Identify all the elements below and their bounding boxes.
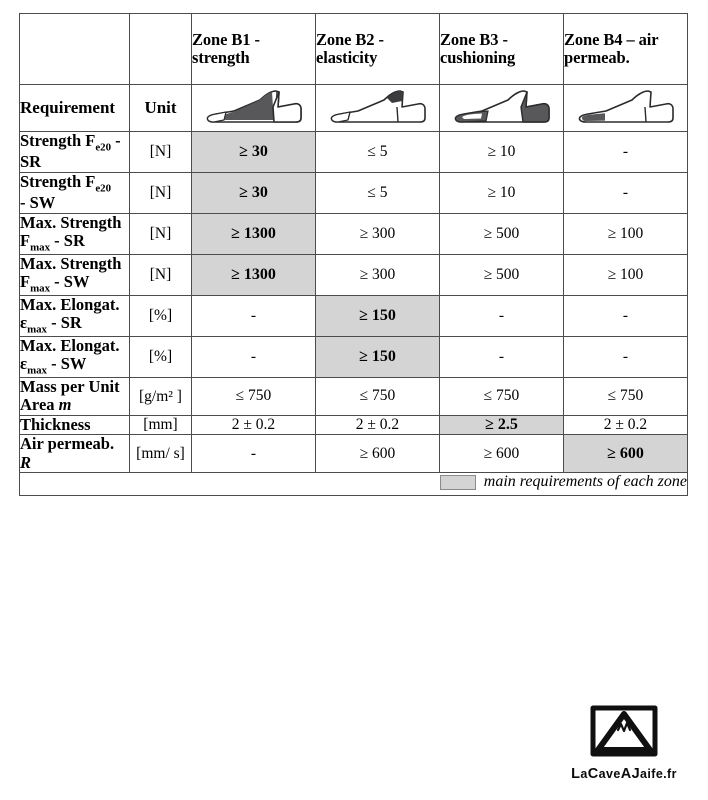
table-row bbox=[20, 132, 688, 173]
cell-b3: ≥ 500 bbox=[440, 254, 564, 295]
cell-b4: ≥ 600 bbox=[564, 435, 688, 473]
shoe-zone-b2-icon bbox=[316, 85, 440, 132]
cell-b3: ≥ 600 bbox=[440, 435, 564, 473]
cell-b1: ≤ 750 bbox=[192, 377, 316, 415]
zone-header-b1: Zone B1 - strength bbox=[192, 14, 316, 85]
cell-b1: - bbox=[192, 336, 316, 377]
cell-b2: ≥ 600 bbox=[316, 435, 440, 473]
shoe-zone-b1-icon bbox=[192, 85, 316, 132]
cell-b4: ≤ 750 bbox=[564, 377, 688, 415]
cell-b3: ≥ 500 bbox=[440, 213, 564, 254]
cell-b2: ≤ 5 bbox=[316, 172, 440, 213]
cell-b2: 2 ± 0.2 bbox=[316, 415, 440, 434]
cell-b1: 2 ± 0.2 bbox=[192, 415, 316, 434]
cell-b4: ≥ 100 bbox=[564, 254, 688, 295]
zone-header-row bbox=[20, 14, 688, 85]
row-label: Thickness bbox=[20, 415, 130, 434]
legend-cell bbox=[20, 473, 688, 496]
cell-b3: ≤ 750 bbox=[440, 377, 564, 415]
row-unit: [%] bbox=[130, 295, 192, 336]
triangle-mountain-logo-icon bbox=[588, 704, 660, 760]
zone-requirements-table bbox=[19, 13, 688, 496]
table-row bbox=[20, 172, 688, 213]
row-unit: [N] bbox=[130, 132, 192, 173]
row-unit: [mm] bbox=[130, 415, 192, 434]
cell-b1: ≥ 1300 bbox=[192, 254, 316, 295]
table-row bbox=[20, 415, 688, 434]
cell-b3: ≥ 2.5 bbox=[440, 415, 564, 434]
row-label: Max. Strength $F_{max}$ - SW bbox=[20, 254, 130, 295]
shoe-zone-b4-icon bbox=[564, 85, 688, 132]
unit-column-header: Unit bbox=[130, 85, 192, 132]
cell-b4: - bbox=[564, 336, 688, 377]
table-row bbox=[20, 336, 688, 377]
row-label: Mass per Unit Area m bbox=[20, 377, 130, 415]
row-unit: [g/m² ] bbox=[130, 377, 192, 415]
table-row bbox=[20, 435, 688, 473]
cell-b4: - bbox=[564, 132, 688, 173]
empty-corner-cell bbox=[20, 14, 130, 85]
row-label: Max. Elongat. $\varepsilon_{max}$ - SW bbox=[20, 336, 130, 377]
row-unit: [N] bbox=[130, 254, 192, 295]
row-unit: [N] bbox=[130, 172, 192, 213]
row-label: Strength $F_{e20}$ - SW bbox=[20, 172, 130, 213]
row-label: Max. Strength $F_{max}$ - SR bbox=[20, 213, 130, 254]
cell-b2: ≥ 150 bbox=[316, 336, 440, 377]
cell-b2: ≥ 150 bbox=[316, 295, 440, 336]
zone-header-b4: Zone B4 – air permeab. bbox=[564, 14, 688, 85]
cell-b3: ≥ 10 bbox=[440, 132, 564, 173]
cell-b3: - bbox=[440, 295, 564, 336]
cell-b4: ≥ 100 bbox=[564, 213, 688, 254]
cell-b2: ≥ 300 bbox=[316, 213, 440, 254]
legend-row bbox=[20, 473, 688, 496]
zone-header-b2: Zone B2 - elasticity bbox=[316, 14, 440, 85]
table-row bbox=[20, 254, 688, 295]
cell-b1: ≥ 30 bbox=[192, 172, 316, 213]
cell-b3: ≥ 10 bbox=[440, 172, 564, 213]
row-unit: [N] bbox=[130, 213, 192, 254]
legend-label: main requirements of each zone bbox=[483, 473, 687, 491]
cell-b1: ≥ 1300 bbox=[192, 213, 316, 254]
cell-b4: 2 ± 0.2 bbox=[564, 415, 688, 434]
cell-b4: - bbox=[564, 172, 688, 213]
requirement-column-header: Requirement bbox=[20, 85, 130, 132]
row-unit: [%] bbox=[130, 336, 192, 377]
requirements-table-wrapper bbox=[19, 13, 687, 496]
logo-wordmark: LaCaveAJaife.fr bbox=[571, 766, 677, 782]
cell-b2: ≥ 300 bbox=[316, 254, 440, 295]
row-label: Max. Elongat. $\varepsilon_{max}$ - SR bbox=[20, 295, 130, 336]
row-label: Strength $F_{e20}$ - SR bbox=[20, 132, 130, 173]
cell-b4: - bbox=[564, 295, 688, 336]
row-unit: [mm/ s] bbox=[130, 435, 192, 473]
legend-swatch bbox=[440, 475, 476, 490]
cell-b2: ≤ 5 bbox=[316, 132, 440, 173]
cell-b3: - bbox=[440, 336, 564, 377]
shoe-zone-b3-icon bbox=[440, 85, 564, 132]
empty-corner-cell-2 bbox=[130, 14, 192, 85]
cell-b1: ≥ 30 bbox=[192, 132, 316, 173]
row-label: Air permeab. R bbox=[20, 435, 130, 473]
site-logo bbox=[560, 704, 688, 782]
table-row bbox=[20, 377, 688, 415]
column-header-row bbox=[20, 85, 688, 132]
cell-b2: ≤ 750 bbox=[316, 377, 440, 415]
cell-b1: - bbox=[192, 295, 316, 336]
zone-header-b3: Zone B3 - cushioning bbox=[440, 14, 564, 85]
table-row bbox=[20, 213, 688, 254]
cell-b1: - bbox=[192, 435, 316, 473]
table-row bbox=[20, 295, 688, 336]
